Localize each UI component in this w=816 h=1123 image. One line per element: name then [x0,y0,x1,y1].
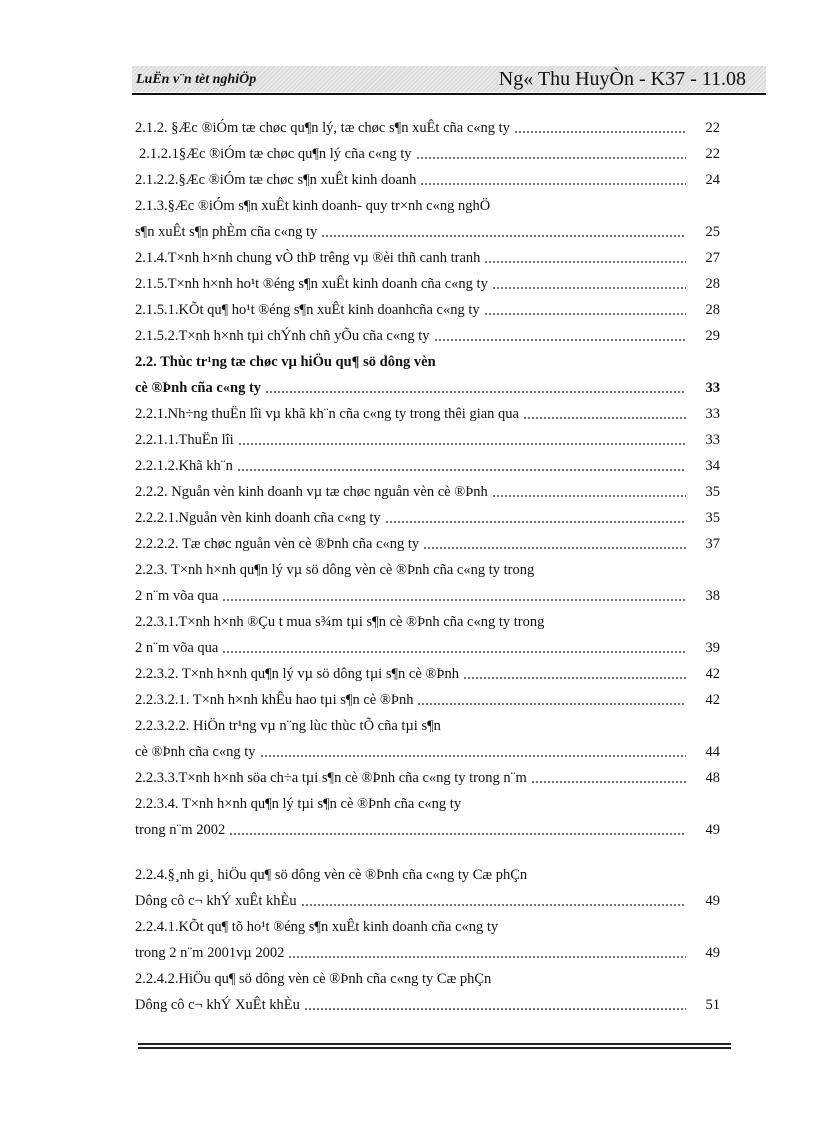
toc-leader-dots [423,547,686,549]
toc-entry-page: 24 [690,167,720,193]
toc-entry [135,167,720,193]
toc-entry [135,245,720,271]
toc-leader-dots [417,703,686,705]
toc-gap [135,843,720,862]
header-divider [132,93,766,95]
toc-entry-title: 2.1.2.1§Æc ®iÓm tæ chøc qu¶n lý cña c«ng ty [139,146,412,162]
toc-entry [135,583,720,609]
toc-entry [135,401,720,427]
toc-leader-dots [531,781,686,783]
toc-entry [135,505,720,531]
toc-entry-page: 49 [690,940,720,966]
toc-entry-page: 51 [690,992,720,1018]
toc-entry-page: 42 [690,661,720,687]
toc-entry [135,661,720,687]
toc-entry [135,427,720,453]
toc-leader-dots [288,956,686,958]
toc-entry [135,914,720,940]
toc-entry-title: trong n¨m 2002 [135,822,226,838]
toc-entry-title: 2.2. Thùc tr¹ng tæ chøc vµ hiÖu qu¶ sö dông vèn [135,354,436,370]
toc-leader-dots [260,755,686,757]
toc-entry [135,219,720,245]
toc-entry [135,713,720,739]
toc-entry [135,739,720,765]
toc-leader-dots [265,391,686,393]
toc-entry-page: 39 [690,635,720,661]
toc-entry-page: 49 [690,888,720,914]
toc-entry-title: s¶n xuÊt s¶n phÈm cña c«ng ty [135,224,318,240]
toc-leader-dots [492,495,686,497]
toc-entry-title: 2.2.3.3.T×nh h×nh söa ch÷a tµi s¶n cè ®Þnh cña c«ng ty trong n¨m [135,770,527,786]
toc-leader-dots [304,1008,686,1010]
toc-entry [135,791,720,817]
toc-entry-page: 35 [690,479,720,505]
toc-entry-page: 38 [690,583,720,609]
toc-entry-page: 34 [690,453,720,479]
toc-entry-title: 2.2.2. Nguån vèn kinh doanh vµ tæ chøc nguån vèn cè ®Þnh [135,484,488,500]
toc-entry [135,479,720,505]
toc-entry-title: cè ®Þnh cña c«ng ty [135,744,256,760]
toc-entry-title: 2.2.3.2. T×nh h×nh qu¶n lý vµ sö dông tµi s¶n cè ®Þnh [135,666,459,682]
toc-entry [135,115,720,141]
toc-leader-dots [523,417,686,419]
toc-entry-title: 2.1.4.T×nh h×nh chung vÒ thÞ trêng vµ ®èi thñ canh tranh [135,250,481,266]
toc-entry [135,297,720,323]
toc-entry-page: 28 [690,297,720,323]
toc-entry [135,609,720,635]
header-thesis-label: LuËn v¨n tèt nghiÖp [136,72,257,87]
toc-entry-title: 2.1.2.2.§Æc ®iÓm tæ chøc s¶n xuÊt kinh doanh [135,172,417,188]
toc-entry-page: 25 [690,219,720,245]
toc-entry-title: 2.1.5.2.T×nh h×nh tµi chÝnh chñ yÕu cña c«ng ty [135,328,430,344]
toc-entry [135,992,720,1018]
toc-entry-page: 37 [690,531,720,557]
toc-entry-title: 2.2.3.2.1. T×nh h×nh khÊu hao tµi s¶n cè ®Þnh [135,692,414,708]
toc-leader-dots [492,287,686,289]
toc-entry-page: 49 [690,817,720,843]
toc-entry [135,817,720,843]
toc-entry-title: 2.1.5.1.KÕt qu¶ ho¹t ®éng s¶n xuÊt kinh doanhcña c«ng ty [135,302,480,318]
table-of-contents [135,115,720,1018]
toc-leader-dots [416,157,686,159]
toc-entry-title: Dông cô c¬ khÝ xuÊt khÈu [135,893,297,909]
toc-entry [135,193,720,219]
toc-entry-title: 2.2.3.1.T×nh h×nh ®Çu t mua s¾m tµi s¶n cè ®Þnh cña c«ng ty trong [135,614,545,630]
toc-entry-title: Dông cô c¬ khÝ XuÊt khÈu [135,997,300,1013]
toc-leader-dots [222,651,686,653]
header-author: Ng« Thu HuyÒn - K37 - 11.08 [498,68,746,90]
toc-entry-page: 35 [690,505,720,531]
toc-entry-page: 22 [690,115,720,141]
toc-entry-title: 2.2.2.2. Tæ chøc nguån vèn cè ®Þnh cña c«ng ty [135,536,420,552]
toc-entry-page: 22 [690,141,720,167]
toc-entry [135,687,720,713]
toc-entry [135,862,720,888]
footer-divider-top [138,1043,731,1045]
toc-leader-dots [321,235,686,237]
toc-leader-dots [463,677,686,679]
toc-entry-title: 2.1.5.T×nh h×nh ho¹t ®éng s¶n xuÊt kinh doanh cña c«ng ty [135,276,488,292]
toc-entry [135,635,720,661]
toc-entry-title: 2.2.3.4. T×nh h×nh qu¶n lý tµi s¶n cè ®Þnh cña c«ng ty [135,796,462,812]
toc-entry-title: 2.2.1.1.ThuËn lîi [135,432,234,448]
toc-entry-page: 29 [690,323,720,349]
toc-leader-dots [237,469,686,471]
toc-entry [135,323,720,349]
toc-entry-title: 2.2.4.§¸nh gi¸ hiÖu qu¶ sö dông vèn cè ®Þnh cña c«ng ty Cæ phÇn [135,867,528,883]
toc-entry-title: 2.2.1.2.Khã kh¨n [135,458,233,474]
toc-entry-page: 42 [690,687,720,713]
toc-entry [135,966,720,992]
toc-entry-title: 2.2.1.Nh÷ng thuËn lîi vµ khã kh¨n cña c«ng ty trong thêi gian qua [135,406,519,422]
toc-entry-page: 27 [690,245,720,271]
toc-entry-page: 48 [690,765,720,791]
footer-divider-bottom [138,1047,731,1049]
toc-entry [135,531,720,557]
toc-entry-page: 44 [690,739,720,765]
toc-entry [135,888,720,914]
toc-entry [135,453,720,479]
toc-entry-title: 2.1.3.§Æc ®iÓm s¶n xuÊt kinh doanh- quy tr×nh c«ng nghÖ [135,198,491,214]
toc-leader-dots [222,599,686,601]
toc-entry [135,349,720,375]
toc-leader-dots [514,131,686,133]
toc-leader-dots [301,904,686,906]
toc-entry-title: 2.2.4.1.KÕt qu¶ tõ ho¹t ®éng s¶n xuÊt kinh doanh cña c«ng ty [135,919,499,935]
toc-entry [135,765,720,791]
toc-entry [135,557,720,583]
toc-leader-dots [229,833,686,835]
toc-entry-title: cè ®Þnh cña c«ng ty [135,380,262,396]
toc-leader-dots [238,443,686,445]
page-header [132,66,766,92]
toc-leader-dots [385,521,686,523]
toc-entry-title: trong 2 n¨m 2001vµ 2002 [135,945,285,961]
toc-leader-dots [484,313,686,315]
toc-entry-title: 2.2.3.2.2. HiÖn tr¹ng vµ n¨ng lùc thùc tÕ cña tµi s¶n [135,718,441,734]
toc-entry-title: 2.2.3. T×nh h×nh qu¶n lý vµ sö dông vèn cè ®Þnh cña c«ng ty trong [135,562,535,578]
toc-entry-title: 2 n¨m võa qua [135,588,219,604]
toc-entry-page: 33 [690,427,720,453]
toc-entry-title: 2.2.4.2.HiÖu qu¶ sö dông vèn cè ®Þnh cña c«ng ty Cæ phÇn [135,971,492,987]
toc-entry-title: 2.2.2.1.Nguån vèn kinh doanh cña c«ng ty [135,510,381,526]
toc-entry-title: 2.1.2. §Æc ®iÓm tæ chøc qu¶n lý, tæ chøc s¶n xuÊt cña c«ng ty [135,120,510,136]
toc-entry-page: 28 [690,271,720,297]
toc-leader-dots [420,183,686,185]
toc-entry-page: 33 [690,375,720,401]
toc-entry [135,940,720,966]
toc-entry [135,375,720,401]
toc-entry [135,141,720,167]
toc-entry-title: 2 n¨m võa qua [135,640,219,656]
toc-entry [135,271,720,297]
toc-leader-dots [484,261,686,263]
toc-entry-page: 33 [690,401,720,427]
toc-leader-dots [434,339,686,341]
